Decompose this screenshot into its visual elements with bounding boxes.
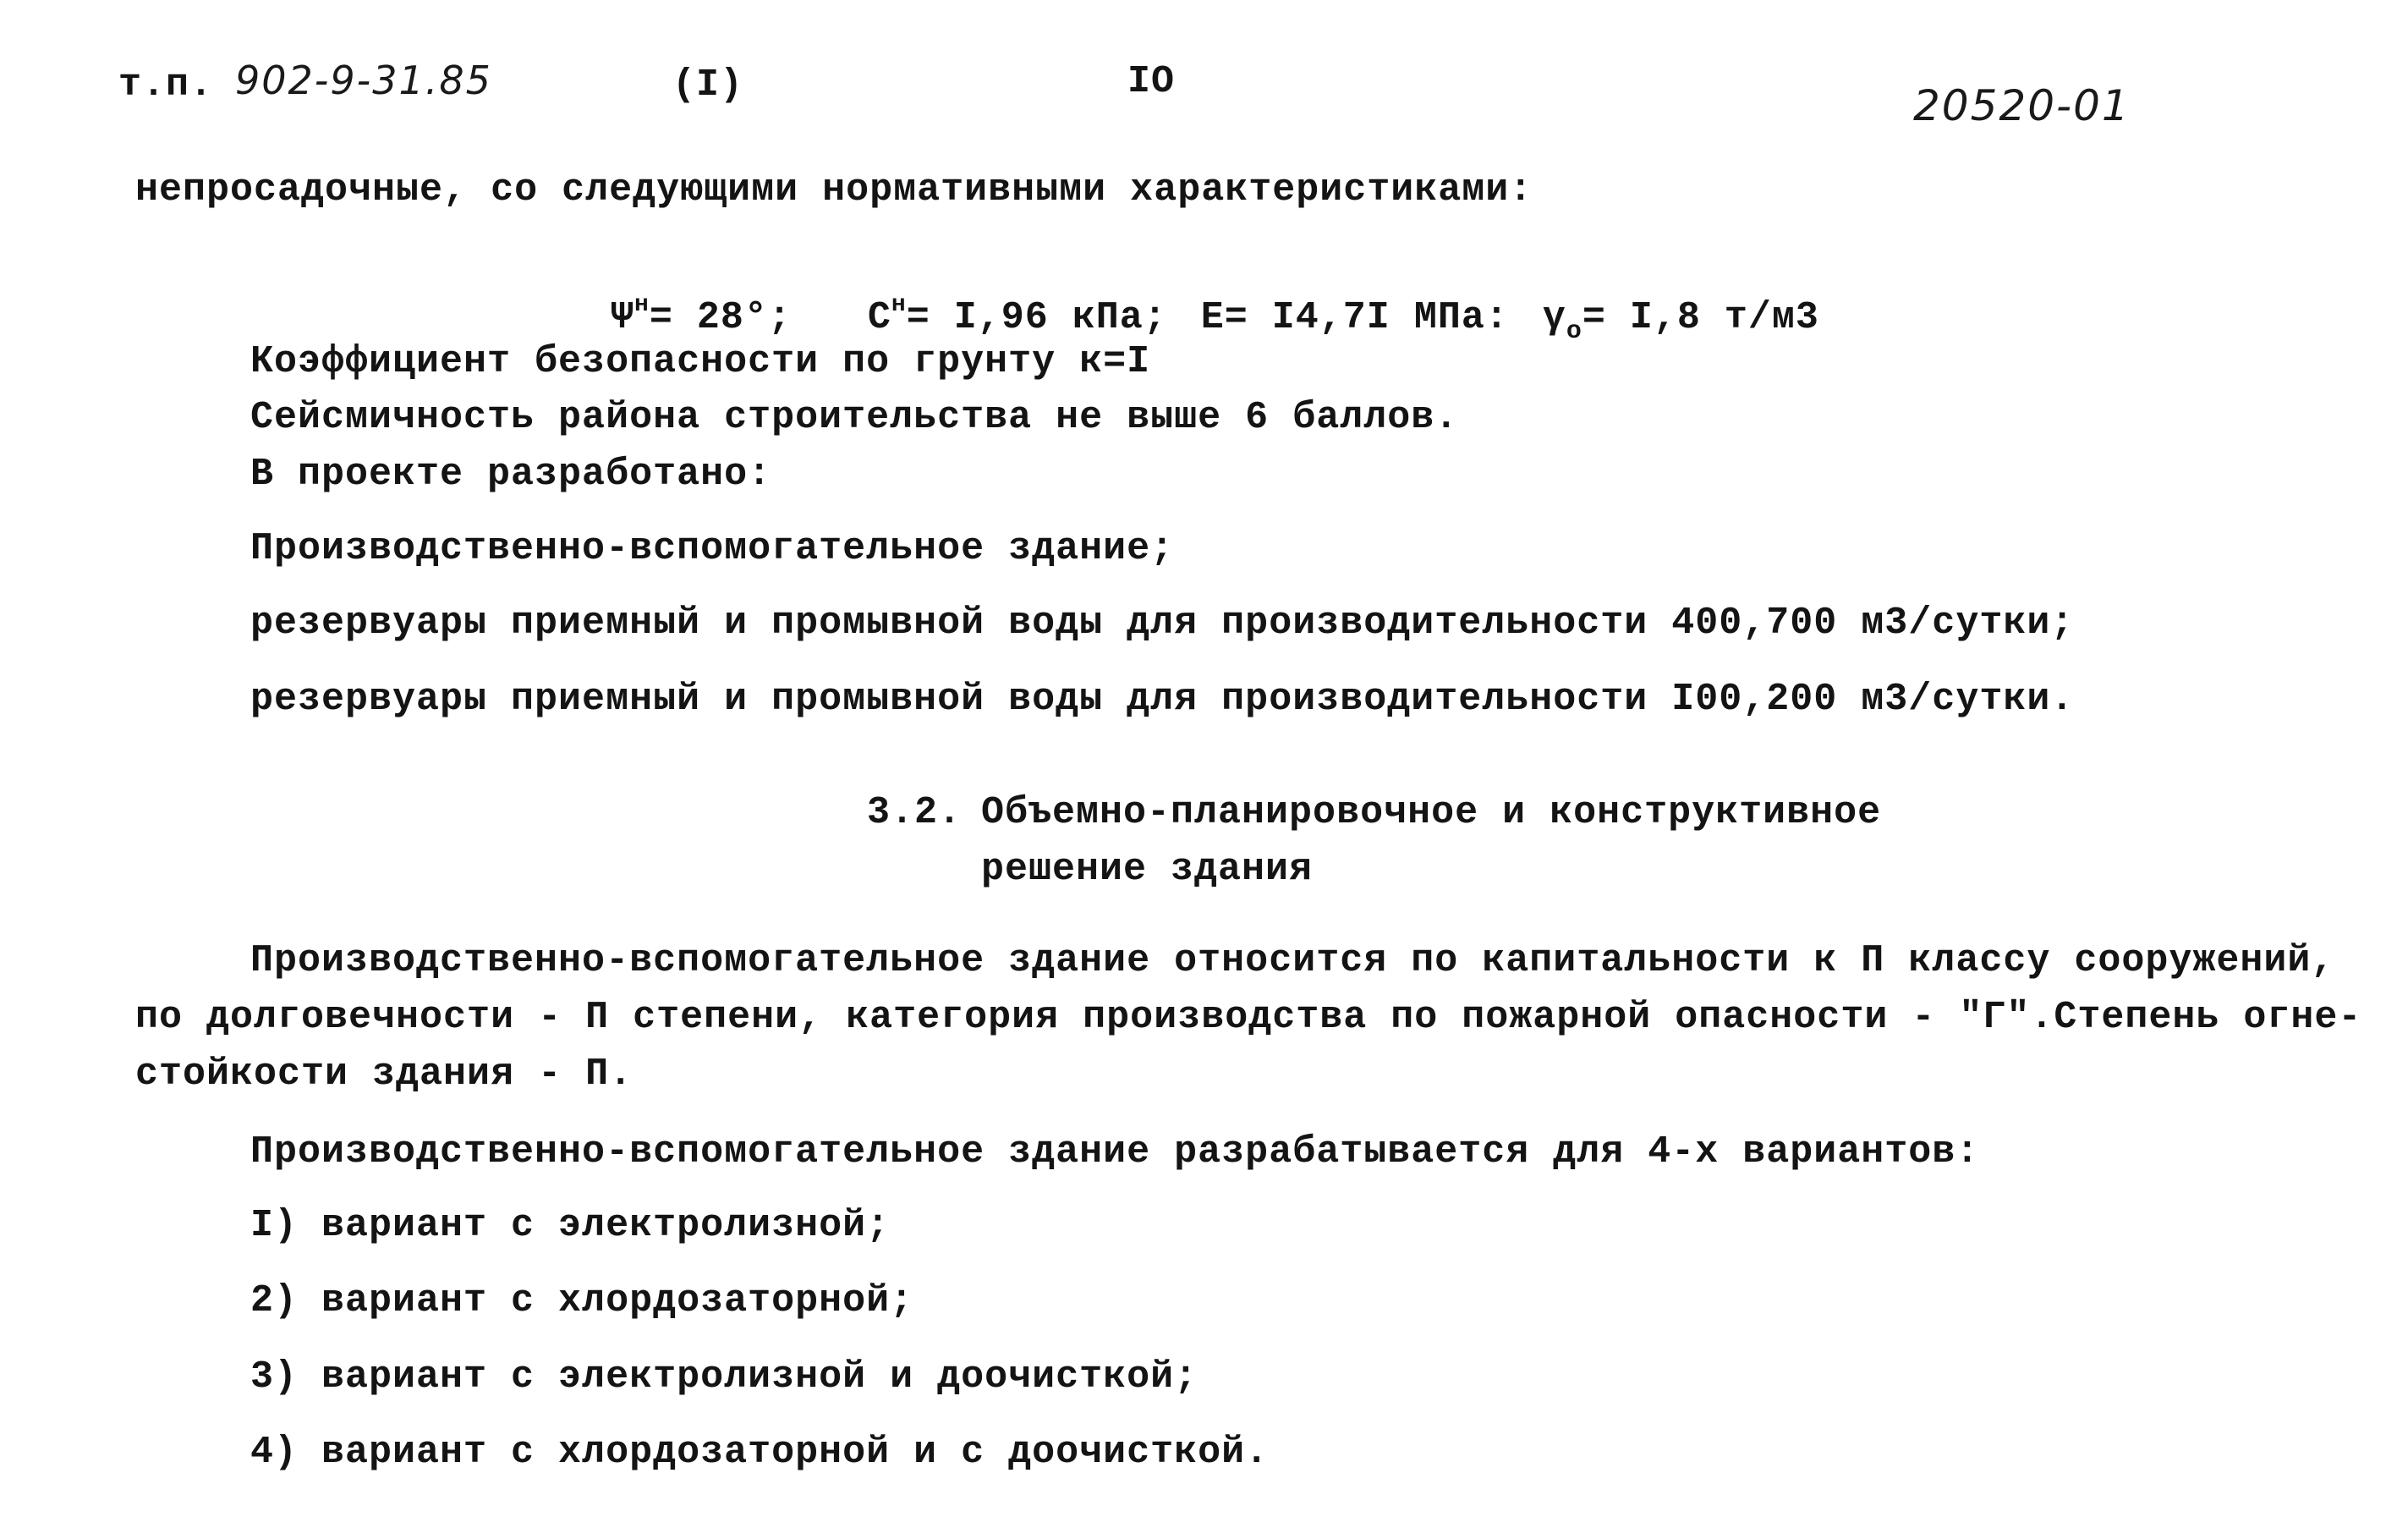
- safety-factor: Коэффициент безопасности по грунту к=I: [250, 340, 1151, 383]
- developed-item: резервуары приемный и промывной воды для производительности 400,700 м3/сутки;: [250, 602, 2075, 645]
- gamma-sub: o: [1566, 317, 1582, 346]
- doc-prefix: т.п.: [118, 63, 214, 107]
- paragraph-variants-intro: Производственно-вспомогательное здание разрабатывается для 4-х вариантов:: [250, 1130, 1980, 1173]
- phi-symbol: Ψ: [611, 296, 635, 339]
- gamma-value: = I,8 т/м3: [1582, 296, 1819, 339]
- section-title-line1: Объемно-планировочное и конструктивное: [981, 791, 1882, 834]
- section-title-line2: решение здания: [981, 848, 1314, 891]
- phi-sup: н: [634, 292, 650, 318]
- seismicity: Сейсмичность района строительства не выше 6 баллов.: [250, 396, 1459, 439]
- variant-item: 3) вариант с электролизной и доочисткой;: [250, 1355, 1199, 1399]
- doc-number: 20520-01: [1913, 81, 2131, 130]
- c-sup: н: [891, 292, 907, 318]
- gamma-symbol: γ: [1542, 296, 1566, 339]
- album-number: (I): [672, 63, 744, 107]
- variant-item: I) вариант с электролизной;: [250, 1204, 891, 1247]
- paragraph-line: по долговечности - П степени, категория производства по пожарной опасности - "Г".Степень огне-: [135, 996, 2362, 1039]
- c-value: = I,96 кПа;: [906, 296, 1167, 339]
- developed-heading: В проекте разработано:: [250, 453, 772, 496]
- section-number: 3.2.: [867, 791, 963, 834]
- variant-item: 4) вариант с хлордозаторной и с доочисткой.: [250, 1431, 1270, 1474]
- doc-code: 902-9-31.85: [235, 58, 492, 103]
- intro-continuation: непросадочные, со следующими нормативными характеристиками:: [135, 168, 1533, 212]
- e-value: E= I4,7I МПа:: [1200, 296, 1509, 339]
- developed-item: Производственно-вспомогательное здание;: [250, 527, 1175, 570]
- c-symbol: C: [867, 296, 891, 339]
- phi-value: = 28°;: [649, 296, 792, 339]
- variant-item: 2) вариант с хлордозаторной;: [250, 1279, 914, 1322]
- paragraph-line: Производственно-вспомогательное здание относится по капитальности к П классу сооружений,: [250, 939, 2335, 982]
- page-number: IO: [1127, 60, 1176, 103]
- paragraph-line: стойкости здания - П.: [135, 1053, 634, 1096]
- developed-item: резервуары приемный и промывной воды для производительности I00,200 м3/сутки.: [250, 678, 2075, 721]
